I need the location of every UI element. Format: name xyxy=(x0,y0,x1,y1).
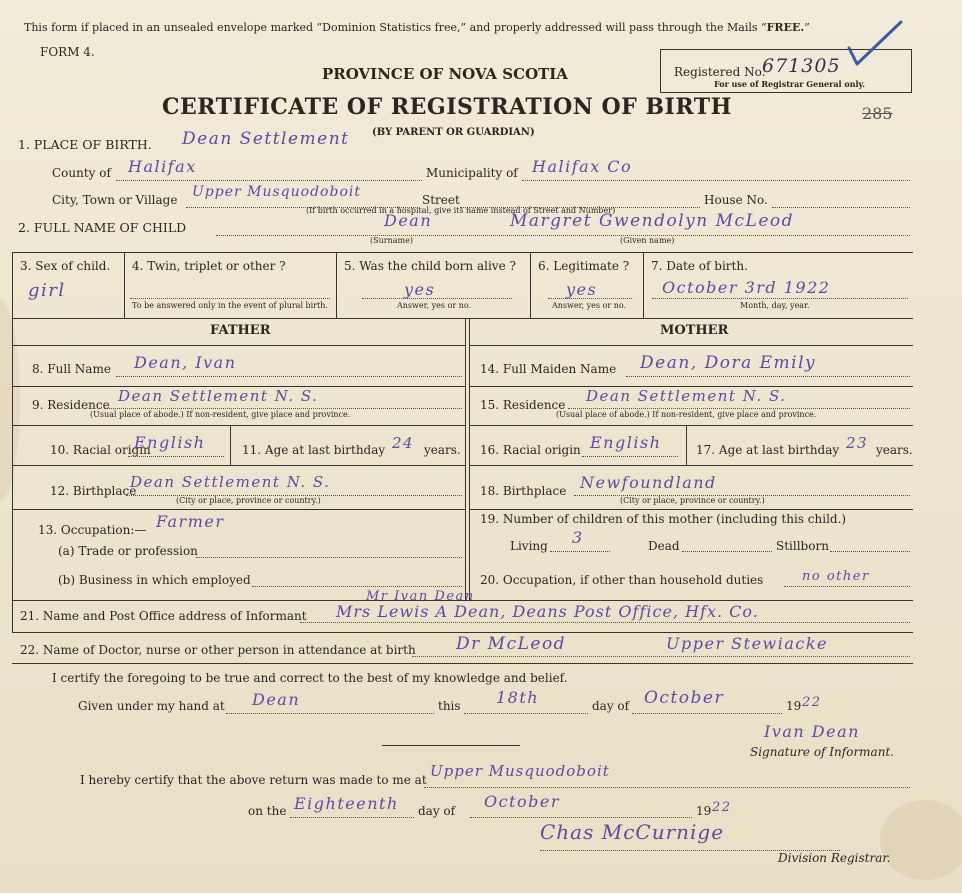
father-name-label: 8. Full Name xyxy=(32,362,111,376)
dead-label: Dead xyxy=(648,539,680,553)
registrar-note: For use of Registrar General only. xyxy=(714,79,866,89)
city-label: City, Town or Village xyxy=(52,193,178,207)
row-divider xyxy=(12,663,913,664)
hereby-place-line xyxy=(424,787,910,788)
given-month-line xyxy=(632,713,782,714)
paper-stain xyxy=(880,800,962,880)
given-day-line xyxy=(464,713,588,714)
certify-text: I certify the foregoing to be true and correct to the best of my knowledge and belief. xyxy=(52,671,568,685)
given-day: 18th xyxy=(496,688,540,707)
dead-line xyxy=(682,551,772,552)
father-age-label: 11. Age at last birthday xyxy=(242,443,386,457)
mother-name-line xyxy=(626,376,910,377)
mother-birthplace-label: 18. Birthplace xyxy=(480,484,567,498)
hereby-text: I hereby certify that the above return was made to me at xyxy=(80,773,427,787)
mother-racial-value: English xyxy=(590,433,662,452)
street-label: Street xyxy=(422,193,460,207)
date-note: Month, day, year. xyxy=(740,301,810,310)
column-divider xyxy=(336,252,337,318)
legitimate-label: 6. Legitimate ? xyxy=(538,259,630,273)
place-of-birth-value: Dean Settlement xyxy=(182,129,350,149)
father-racial-value: English xyxy=(134,433,206,452)
father-residence-value: Dean Settlement N. S. xyxy=(118,387,319,405)
trade-line xyxy=(196,557,462,558)
informant-value: Mrs Lewis A Dean, Deans Post Office, Hfx. Co. xyxy=(336,602,759,621)
stillborn-line xyxy=(830,551,910,552)
certificate-title: CERTIFICATE OF REGISTRATION OF BIRTH xyxy=(162,94,732,120)
mother-residence-label: 15. Residence xyxy=(480,398,566,412)
alive-note: Answer, yes or no. xyxy=(397,301,472,310)
column-divider xyxy=(230,425,231,465)
registration-month-line xyxy=(470,817,692,818)
registration-day: Eighteenth xyxy=(294,794,399,813)
alive-value: yes xyxy=(404,280,436,299)
date-line xyxy=(652,298,908,299)
parent-column-divider xyxy=(469,318,470,600)
hereby-place: Upper Musquodoboit xyxy=(430,762,610,780)
table-left-border xyxy=(12,252,13,632)
given-under-label: Given under my hand at xyxy=(78,699,225,713)
house-number-line xyxy=(772,207,910,208)
mother-age-value: 23 xyxy=(846,434,869,452)
given-year: 22 xyxy=(802,695,822,710)
father-heading: FATHER xyxy=(210,323,271,338)
trade-label: (a) Trade or profession xyxy=(58,544,198,558)
column-divider xyxy=(686,425,687,465)
father-occupation-label: 13. Occupation:— xyxy=(38,523,147,537)
row-divider xyxy=(12,465,465,466)
child-given-name: Margret Gwendolyn McLeod xyxy=(510,211,795,231)
row-divider xyxy=(12,345,465,346)
on-the-label: on the xyxy=(248,804,287,818)
column-divider xyxy=(643,252,644,318)
paper-stain xyxy=(0,300,20,500)
separator-line xyxy=(382,745,520,746)
given-place: Dean xyxy=(252,690,301,709)
municipality-line xyxy=(522,180,910,181)
child-name-line xyxy=(216,235,910,236)
father-occupation-value: Farmer xyxy=(156,512,225,531)
mother-birthplace-value: Newfoundland xyxy=(580,473,717,492)
father-birthplace-note: (City or place, province or country.) xyxy=(176,496,321,505)
business-label: (b) Business in which employed xyxy=(58,573,251,587)
row-divider xyxy=(12,318,913,319)
twin-line xyxy=(130,298,330,299)
mother-years-label: years. xyxy=(876,443,913,457)
province-heading: PROVINCE OF NOVA SCOTIA xyxy=(322,65,568,83)
sex-value: girl xyxy=(28,280,66,301)
row-divider xyxy=(469,465,913,466)
stillborn-label: Stillborn xyxy=(776,539,829,553)
father-years-label: years. xyxy=(424,443,461,457)
place-of-birth-label: 1. PLACE OF BIRTH. xyxy=(18,137,152,152)
mother-racial-label: 16. Racial origin xyxy=(480,443,581,457)
row-divider xyxy=(469,345,913,346)
mail-notice: This form if placed in an unsealed envelope marked “Dominion Statistics free,” and properly addressed will pass through the Mails “FREE.” xyxy=(24,21,810,34)
this-label: this xyxy=(438,699,461,713)
form-number: FORM 4. xyxy=(40,45,95,59)
mother-occupation-value: no other xyxy=(802,569,870,584)
business-line xyxy=(252,586,462,587)
informant-signature: Ivan Dean xyxy=(764,722,860,741)
informant-label: 21. Name and Post Office address of Informant xyxy=(20,609,307,623)
informant-line xyxy=(300,622,910,623)
doctor-label: 22. Name of Doctor, nurse or other person in attendance at birth xyxy=(20,643,416,657)
date-value: October 3rd 1922 xyxy=(662,278,831,297)
mother-occupation-label: 20. Occupation, if other than household duties xyxy=(480,573,764,587)
doctor-name: Dr McLeod xyxy=(456,634,567,654)
mother-residence-value: Dean Settlement N. S. xyxy=(586,387,787,405)
mother-birthplace-note: (City or place, province or country.) xyxy=(620,496,765,505)
mother-residence-note: (Usual place of abode.) If non-resident, give place and province. xyxy=(556,410,817,419)
sex-label: 3. Sex of child. xyxy=(20,259,111,273)
county-label: County of xyxy=(52,166,111,180)
county-line xyxy=(116,180,422,181)
row-divider xyxy=(12,632,913,633)
column-divider xyxy=(530,252,531,318)
date-label: 7. Date of birth. xyxy=(651,259,748,273)
doctor-line xyxy=(412,656,910,657)
father-birthplace-value: Dean Settlement N. S. xyxy=(130,473,331,491)
legitimate-note: Answer, yes or no. xyxy=(552,301,627,310)
day-of-label: day of xyxy=(592,699,630,713)
mother-residence-line xyxy=(568,408,910,409)
hospital-note: (If birth occurred in a hospital, give its name instead of Street and Number) xyxy=(306,206,616,215)
corner-number: 285 xyxy=(862,104,893,123)
father-name-line xyxy=(116,376,462,377)
municipality-label: Municipality of xyxy=(426,166,518,180)
living-label: Living xyxy=(510,539,548,553)
mother-age-label: 17. Age at last birthday xyxy=(696,443,840,457)
legitimate-value: yes xyxy=(566,280,598,299)
parent-column-divider xyxy=(465,318,466,600)
year-prefix: 19 xyxy=(786,699,802,713)
house-number-label: House No. xyxy=(704,193,768,207)
registrar-signature: Chas McCurnige xyxy=(540,820,725,844)
father-residence-line xyxy=(104,408,462,409)
row-divider xyxy=(469,425,913,426)
twin-note: To be answered only in the event of plural birth. xyxy=(132,301,328,310)
alive-label: 5. Was the child born alive ? xyxy=(344,259,516,273)
row-divider xyxy=(469,509,913,510)
father-birthplace-label: 12. Birthplace xyxy=(50,484,137,498)
child-surname: Dean xyxy=(384,211,433,230)
legitimate-line xyxy=(548,298,632,299)
registered-label: Registered No. xyxy=(674,65,766,79)
certificate-subtitle: (BY PARENT OR GUARDIAN) xyxy=(372,127,535,138)
doctor-place: Upper Stewiacke xyxy=(666,634,829,653)
living-line xyxy=(550,551,610,552)
division-registrar-label: Division Registrar. xyxy=(778,851,891,865)
column-divider xyxy=(124,252,125,318)
registration-month: October xyxy=(484,792,560,811)
registration-day-line xyxy=(290,817,414,818)
mother-racial-line xyxy=(582,456,678,457)
children-count-label: 19. Number of children of this mother (including this child.) xyxy=(480,512,847,526)
mother-heading: MOTHER xyxy=(660,323,729,338)
mother-name-value: Dean, Dora Emily xyxy=(640,353,817,373)
child-name-label: 2. FULL NAME OF CHILD xyxy=(18,220,187,235)
row-divider xyxy=(12,509,465,510)
father-residence-label: 9. Residence xyxy=(32,398,110,412)
surname-caption: (Surname) xyxy=(370,236,413,245)
alive-line xyxy=(362,298,512,299)
father-racial-label: 10. Racial origin xyxy=(50,443,151,457)
given-month: October xyxy=(644,688,725,708)
city-value: Upper Musquodoboit xyxy=(192,184,361,200)
registered-number: 671305 xyxy=(762,55,841,77)
row-divider xyxy=(12,425,465,426)
living-value: 3 xyxy=(572,528,584,547)
given-name-caption: (Given name) xyxy=(620,236,675,245)
father-name-value: Dean, Ivan xyxy=(134,353,237,372)
twin-label: 4. Twin, triplet or other ? xyxy=(132,259,286,273)
father-residence-note: (Usual place of abode.) If non-resident, give place and province. xyxy=(90,410,351,419)
father-age-value: 24 xyxy=(392,434,415,452)
registration-year: 22 xyxy=(712,800,732,815)
row-divider xyxy=(12,252,913,253)
informant-signature-label: Signature of Informant. xyxy=(750,745,895,759)
father-racial-line xyxy=(128,456,224,457)
informant-name-above: Mr Ivan Dean xyxy=(366,589,475,604)
check-mark-icon xyxy=(845,18,905,70)
year-prefix-2: 19 xyxy=(696,804,712,818)
mother-name-label: 14. Full Maiden Name xyxy=(480,362,617,376)
county-value: Halifax xyxy=(128,157,197,176)
given-place-line xyxy=(226,713,434,714)
day-of-label-2: day of xyxy=(418,804,456,818)
municipality-value: Halifax Co xyxy=(532,157,633,176)
mother-occupation-line xyxy=(784,586,910,587)
